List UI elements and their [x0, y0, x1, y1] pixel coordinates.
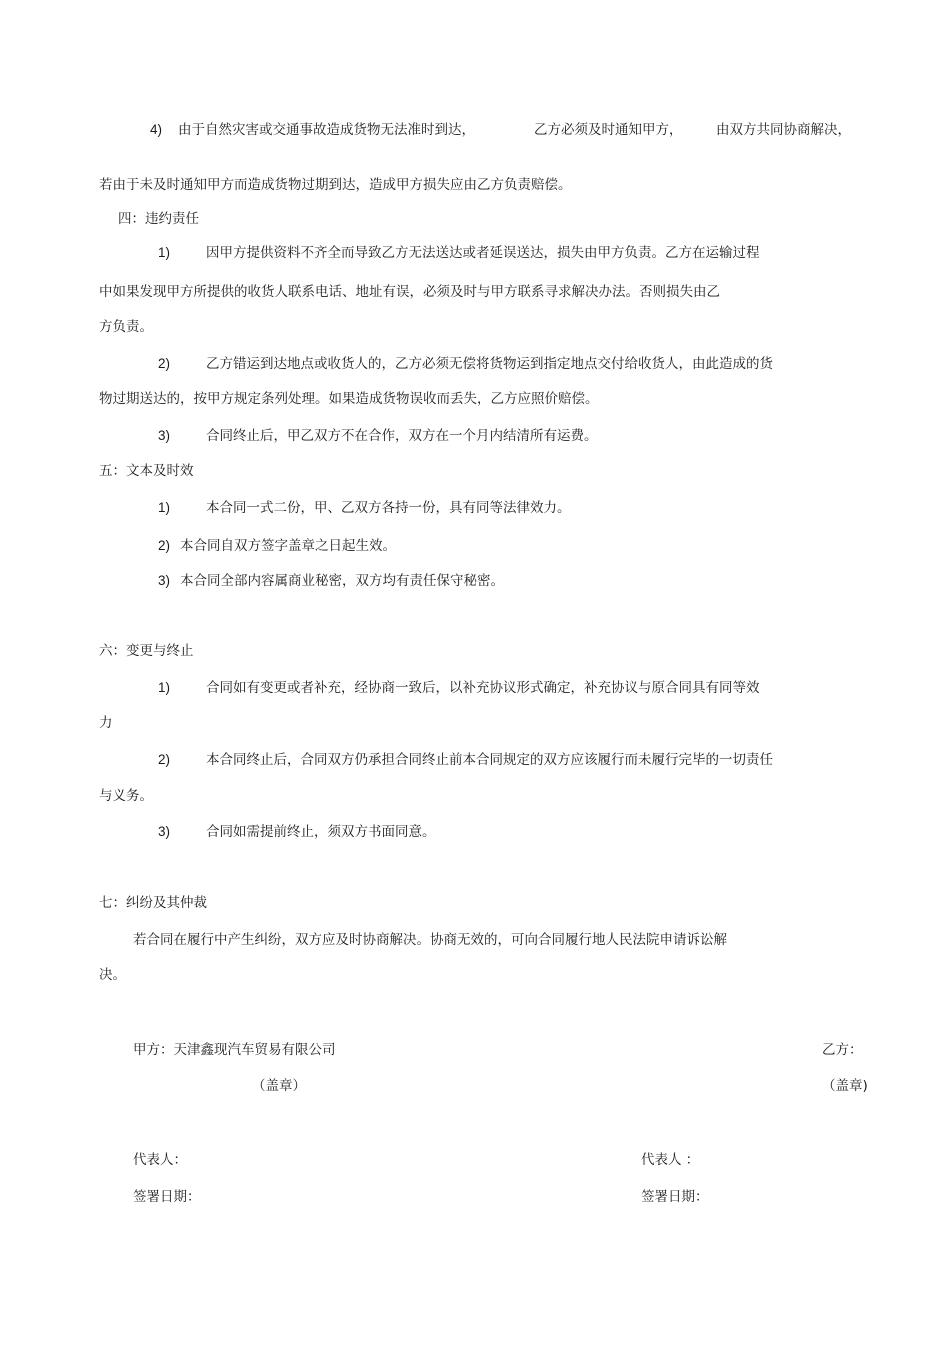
- clause-number: 3): [158, 824, 171, 839]
- section-heading: 六：变更与终止: [99, 643, 194, 659]
- clause-text: 本合同一式二份，甲、乙双方各持一份，具有同等法律效力。: [206, 500, 571, 516]
- clause-text: 合同如有变更或者补充，经协商一致后，以补充协议形式确定，补充协议与原合同具有同等效: [206, 680, 760, 696]
- party-a-seal: （盖章）: [252, 1078, 306, 1094]
- clause-text: 合同终止后，甲乙双方不在合作，双方在一个月内结清所有运费。: [206, 428, 598, 444]
- clause-text: 中如果发现甲方所提供的收货人联系电话、地址有误，必须及时与甲方联系寻求解决办法。否则损失由乙: [99, 284, 720, 300]
- section-heading: 四：违约责任: [118, 211, 199, 227]
- party-a-sign-date: 签署日期：: [133, 1189, 201, 1205]
- party-a-name: 甲方：天津鑫现汽车贸易有限公司: [133, 1042, 336, 1058]
- clause-text: 与义务。: [99, 788, 153, 804]
- party-b-representative: 代表人 ：: [641, 1152, 700, 1168]
- clause-text: 物过期送达的，按甲方规定条列处理。如果造成货物误收而丢失，乙方应照价赔偿。: [99, 391, 599, 407]
- clause-text: 本合同全部内容属商业秘密，双方均有责任保守秘密。: [180, 573, 504, 589]
- party-b-seal: （盖章): [822, 1078, 868, 1094]
- clause-number: 2): [158, 752, 171, 767]
- clause-text: 力: [99, 715, 113, 731]
- clause-text: 决。: [99, 967, 126, 983]
- section-heading: 五：文本及时效: [99, 463, 194, 479]
- clause-number: 3): [158, 428, 171, 443]
- clause-text: 合同如需提前终止，须双方书面同意。: [206, 824, 436, 840]
- clause-text: 本合同自双方签字盖章之日起生效。: [180, 538, 396, 554]
- clause-text: 方负责。: [99, 319, 153, 335]
- clause-number: 4): [150, 122, 163, 137]
- party-b-name: 乙方：: [822, 1042, 863, 1058]
- clause-number: 1): [158, 245, 171, 260]
- clause-number: 1): [158, 500, 171, 515]
- clause-number: 2): [158, 356, 171, 371]
- clause-text: 由于自然灾害或交通事故造成货物无法准时到达，: [178, 122, 475, 138]
- clause-text: 由双方共同协商解决，: [716, 122, 851, 138]
- section-heading: 七：纠纷及其仲裁: [99, 895, 207, 911]
- clause-text: 乙方必须及时通知甲方，: [534, 122, 683, 138]
- party-a-representative: 代表人：: [133, 1152, 187, 1168]
- clause-text: 乙方错运到达地点或收货人的，乙方必须无偿将货物运到指定地点交付给收货人，由此造成的货: [206, 356, 773, 372]
- clause-number: 2): [158, 538, 171, 553]
- clause-number: 3): [158, 573, 171, 588]
- clause-text: 若由于未及时通知甲方而造成货物过期到达，造成甲方损失应由乙方负责赔偿。: [99, 177, 572, 193]
- clause-text: 本合同终止后，合同双方仍承担合同终止前本合同规定的双方应该履行而未履行完毕的一切责任: [206, 752, 773, 768]
- clause-number: 1): [158, 680, 171, 695]
- clause-text: 若合同在履行中产生纠纷，双方应及时协商解决。协商无效的，可向合同履行地人民法院申请诉讼解: [133, 932, 727, 948]
- clause-text: 因甲方提供资料不齐全而导致乙方无法送达或者延误送达，损失由甲方负责。乙方在运输过程: [206, 245, 760, 261]
- party-b-sign-date: 签署日期：: [641, 1189, 709, 1205]
